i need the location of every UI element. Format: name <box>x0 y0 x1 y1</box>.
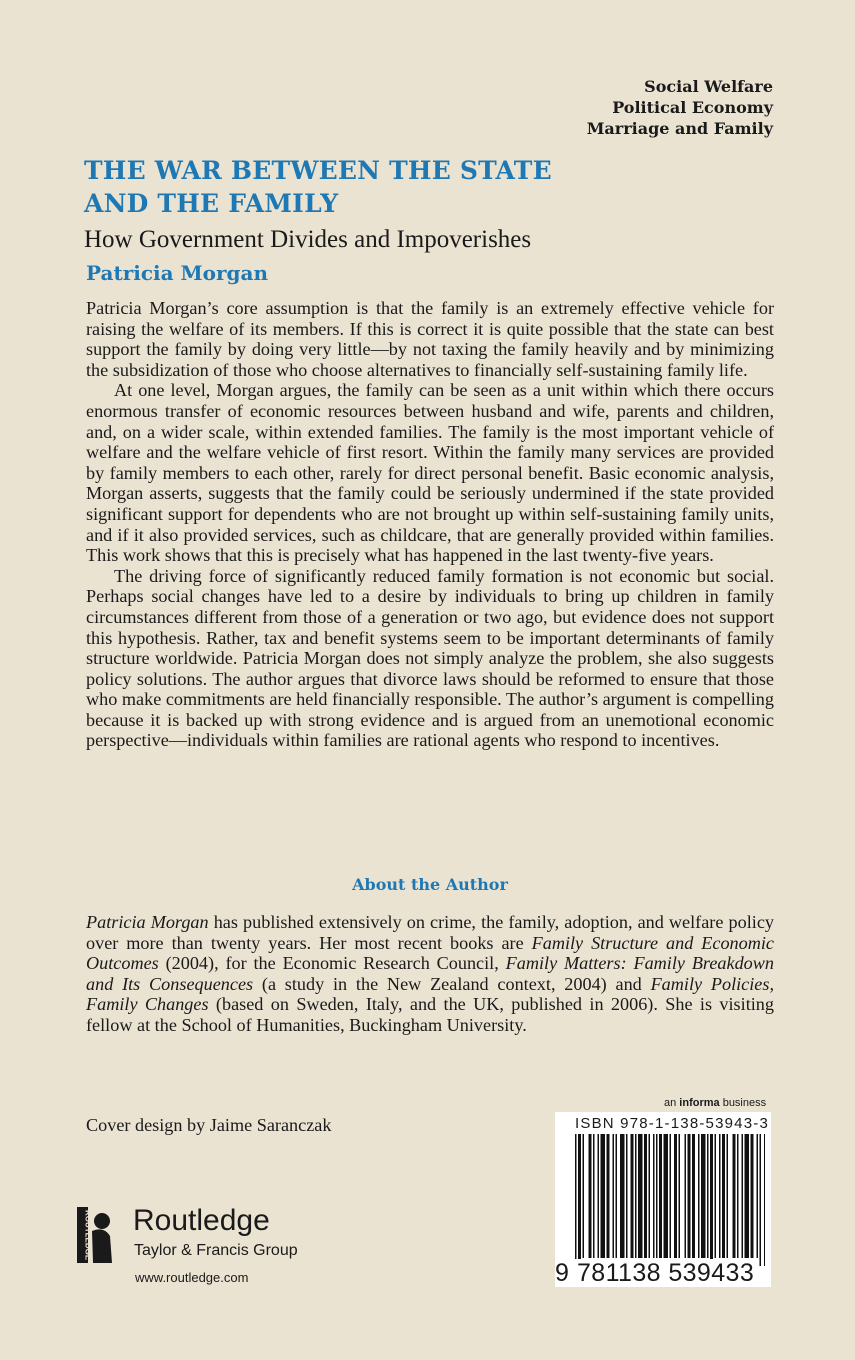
title-line-1: THE WAR BETWEEN THE STATE <box>84 156 552 185</box>
blurb-paragraph: Patricia Morgan’s core assumption is that the family is an extremely effective vehicle for raising the welfare of its members. If this is correct it is quite possible that the state can best support the family by doing very little—by not taxing the family heavily and by minimizing the subsidization of those who choose alternatives to financially self-sustaining family life. <box>86 298 774 380</box>
about-text-segment: (based on Sweden, Italy, and the UK, published in 2006). She is visiting fellow at the School of Humanities, Buckingham University. <box>86 994 774 1035</box>
category-3: Marriage and Family <box>586 119 773 138</box>
subject-categories <box>587 76 773 139</box>
routledge-logo-text: ROUTLEDGE <box>83 1210 93 1261</box>
informa-tagline <box>664 1097 766 1109</box>
routledge-logo-icon <box>76 1206 116 1264</box>
informa-suffix: business <box>719 1097 767 1109</box>
about-author-heading: About the Author <box>352 875 508 894</box>
informa-prefix: an <box>664 1097 680 1109</box>
ean-first-digit: 9 <box>555 1259 570 1287</box>
title-line-2: AND THE FAMILY <box>84 189 339 218</box>
book-title-italic: Family Policies, Family Changes <box>86 973 774 1015</box>
publisher-name: Routledge <box>133 1204 270 1237</box>
category-1: Social Welfare <box>644 77 773 96</box>
about-text-segment: (a study in the New Zealand context, 2004) and <box>253 973 651 994</box>
book-title-italic: Family Structure and Economic Outcomes <box>86 932 774 974</box>
about-text-segment: (2004), for the Economic Research Council, <box>158 953 506 974</box>
blurb <box>86 298 774 751</box>
about-text-segment: has published extensively on crime, the family, adoption, and welfare policy over more than twenty years. Her most recent books are <box>86 912 774 953</box>
author-name: Patricia Morgan <box>86 261 269 285</box>
ean-digits: 781138 539433 <box>577 1259 755 1287</box>
blurb-paragraph: The driving force of significantly reduced family formation is not economic but social. Perhaps social changes have led to a desire by individuals to bring up children in family circumstances different from those of a generation or two ago, but evidence does not support this hypothesis. Rather, tax and benefit systems seem to be important determinants of family structure worldwide. Patricia Morgan does not simply analyze the problem, she also suggests policy solutions. The author argues that divorce laws should be reformed to ensure that those who make commitments are held financially responsible. The author’s argument is compelling because it is backed up with strong evidence and is argued from an unemotional economic perspective—individuals within families are rational agents who respond to incentives. <box>86 565 774 751</box>
book-subtitle: How Government Divides and Impoverishes <box>84 226 532 253</box>
publisher-website: www.routledge.com <box>135 1270 249 1285</box>
book-title <box>84 154 784 220</box>
category-2: Political Economy <box>612 98 773 117</box>
isbn-text: ISBN 978-1-138-53943-3 <box>575 1115 770 1132</box>
author-name-italic: Patricia Morgan <box>86 912 209 932</box>
isbn-barcode <box>555 1112 771 1287</box>
barcode-bars <box>575 1134 765 1266</box>
book-title-italic: Family Matters: Family Breakdown and Its Consequences <box>86 953 774 994</box>
blurb-paragraph: At one level, Morgan argues, the family can be seen as a unit within which there occurs enormous transfer of economic resources between husband and wife, parents and children, and, on a wider scale, within extended families. The family is the most important vehicle of welfare and the welfare vehicle of first resort. Within the family many services are provided by family members to each other, rarely for direct personal benefit. Basic economic analysis, Morgan asserts, suggests that the family could be seriously undermined if the state provided significant support for dependents who are not brought up within self-sustaining family units, and if it also provided services, such as childcare, that are generally provided within families. This work shows that this is precisely what has happened in the last twenty-five years. <box>86 380 774 566</box>
about-author-paragraph <box>86 912 774 1036</box>
informa-brand: informa <box>679 1097 720 1109</box>
publisher-group: Taylor & Francis Group <box>134 1242 298 1259</box>
cover-design-credit: Cover design by Jaime Saranczak <box>86 1115 332 1135</box>
about-author-text <box>86 912 774 1036</box>
